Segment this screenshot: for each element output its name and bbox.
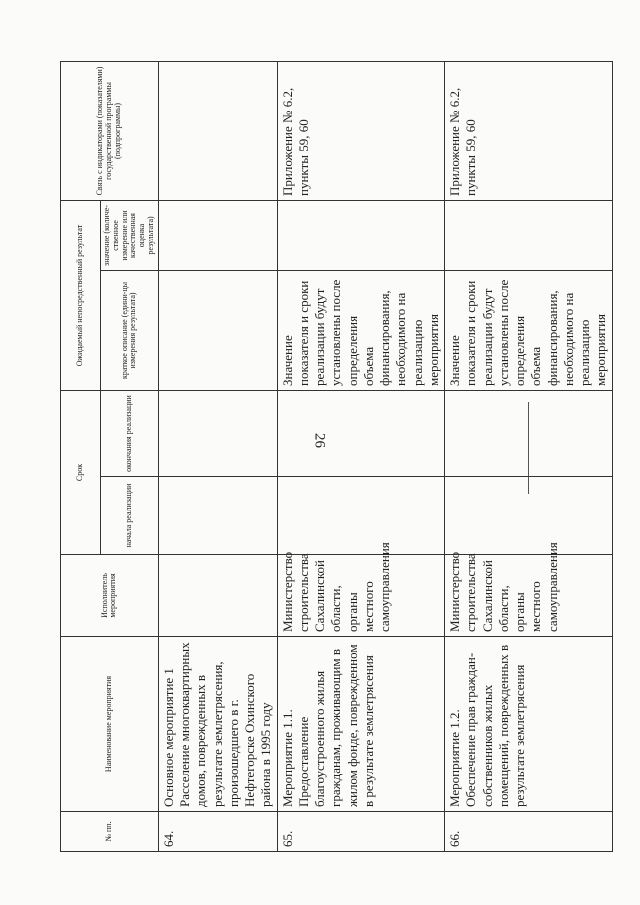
row-executor — [158, 555, 277, 637]
row-start — [277, 477, 445, 555]
row-name: Основное мероприятие 1 Расселение многоквартирных домов, поврежденных в результате землетрясения, произошедшего в г. Нефтегорске Охинского района в 1995 году — [158, 637, 277, 812]
row-end — [277, 390, 445, 476]
header-term-end: окончания реализации — [101, 390, 159, 476]
row-value — [445, 200, 613, 270]
row-value — [158, 200, 277, 270]
header-num: № пп. — [61, 812, 159, 852]
row-name: Мероприятие 1.1. Предоставление благоустроенного жилья гражданам, проживающим в жилом фонде, поврежденном в результате землетрясения — [277, 637, 445, 812]
page-number: 26 — [311, 433, 328, 448]
row-num: 64. — [158, 812, 277, 852]
row-desc: Значение показателя и сроки реализации будут установлены после определения объема финансирования, необходимого на реализацию мероприятия — [277, 270, 445, 390]
header-result: Ожидаемый непосредственный результат — [61, 200, 101, 390]
table-row — [445, 61, 613, 851]
row-link — [158, 61, 277, 200]
row-link: Приложение № 6.2, пункты 59, 60 — [277, 61, 445, 200]
row-link: Приложение № 6.2, пункты 59, 60 — [445, 61, 613, 200]
row-desc — [158, 270, 277, 390]
table-row — [158, 61, 277, 851]
row-num: 66. — [445, 812, 613, 852]
header-link: Связь с индикаторами (показателями) государственной программы (подпрограммы) — [61, 61, 159, 200]
header-term-start: начала реализации — [101, 477, 159, 555]
row-executor: Министерство строительства Сахалинской области, органы местного самоуправления — [445, 555, 613, 637]
header-name: Наименование мероприятия — [61, 637, 159, 812]
row-desc: Значение показателя и сроки реализации будут установлены после определения объема финансирования, необходимого на реализацию мероприятия — [445, 270, 613, 390]
header-term: Срок — [61, 390, 101, 554]
header-result-desc: краткое описание (едини-цы измерения результата) — [101, 270, 159, 390]
row-value — [277, 200, 445, 270]
program-table — [60, 61, 613, 852]
header-result-value: значение (количе-ственное измерение или качественная оценка результата) — [101, 200, 159, 270]
row-start — [158, 477, 277, 555]
row-executor: Министерство строительства Сахалинской области, органы местного самоуправления — [277, 555, 445, 637]
header-executor: Исполнитель мероприятия — [61, 555, 159, 637]
row-end — [158, 390, 277, 476]
table-row — [277, 61, 445, 851]
rotated-table-container — [60, 62, 609, 852]
row-start — [445, 477, 613, 555]
row-name: Мероприятие 1.2. Обеспечение прав граждан-собственников жилых помещений, поврежденных в результате землетрясения — [445, 637, 613, 812]
row-num: 65. — [277, 812, 445, 852]
row-end — [445, 390, 613, 476]
